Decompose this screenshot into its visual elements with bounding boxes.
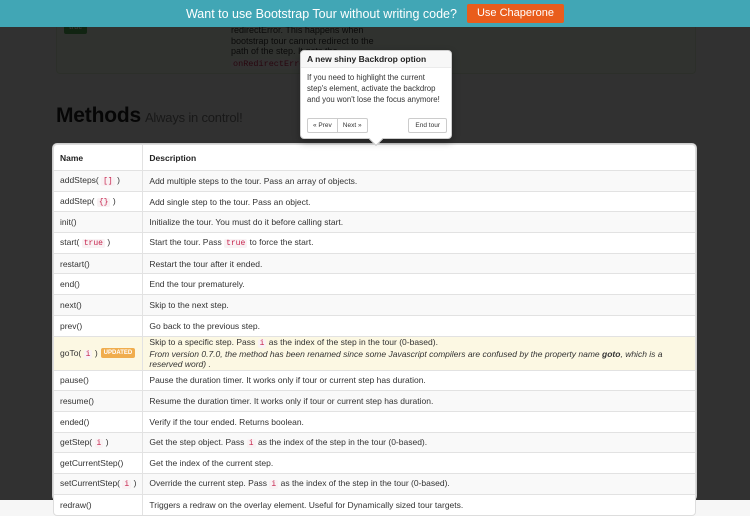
method-name-close: ) bbox=[107, 237, 111, 248]
method-description: Verify if the tour ended. Returns boolean. bbox=[149, 416, 304, 427]
table-row bbox=[54, 337, 695, 371]
method-arg-code: i bbox=[124, 480, 130, 490]
description-code: true bbox=[226, 239, 246, 249]
method-description: Skip to the next step. bbox=[149, 299, 229, 310]
method-name-cell bbox=[54, 495, 143, 516]
method-description-cell bbox=[143, 412, 695, 433]
method-description: Resume the duration timer. It works only if tour or current step has duration. bbox=[149, 396, 434, 407]
method-name-cell bbox=[54, 337, 143, 371]
tour-popover bbox=[300, 50, 452, 139]
method-description: Skip to a specific step. Pass bbox=[149, 337, 256, 347]
method-description-rest: as the index of the step in the tour (0-based). bbox=[280, 478, 450, 489]
method-description-cell bbox=[143, 295, 695, 316]
method-description: Add single step to the tour. Pass an object. bbox=[149, 196, 311, 207]
table-row bbox=[54, 171, 695, 192]
table-row bbox=[54, 371, 695, 392]
table-row bbox=[54, 453, 695, 474]
table-row bbox=[54, 433, 695, 454]
table-row bbox=[54, 495, 695, 516]
end-tour-button[interactable]: End tour bbox=[408, 118, 447, 133]
method-name: next() bbox=[60, 299, 82, 310]
table-row bbox=[54, 474, 695, 495]
method-name-cell bbox=[54, 391, 143, 412]
method-arg-code: i bbox=[96, 438, 102, 448]
note-text: From version 0.7.0, the method has been renamed since some Javascript compilers are confused by the property name bbox=[149, 349, 600, 359]
popover-navigation bbox=[307, 118, 447, 133]
method-description: Get the index of the current step. bbox=[149, 458, 274, 469]
method-description: Override the current step. Pass bbox=[149, 478, 268, 489]
method-name-close: ) bbox=[105, 436, 109, 447]
method-name-cell bbox=[54, 371, 143, 392]
method-name-cell bbox=[54, 274, 143, 295]
method-description-cell bbox=[143, 212, 695, 233]
table-row bbox=[54, 254, 695, 275]
column-header-description: Description bbox=[143, 145, 695, 171]
method-arg-code: [] bbox=[103, 177, 113, 187]
table-row bbox=[54, 233, 695, 254]
method-description: Initialize the tour. You must do it before calling start. bbox=[149, 217, 344, 228]
method-name: end() bbox=[60, 279, 80, 290]
method-name: resume() bbox=[60, 396, 95, 407]
method-name-cell bbox=[54, 254, 143, 275]
column-header-name: Name bbox=[54, 145, 143, 171]
top-banner bbox=[0, 0, 750, 27]
note-bold-term: goto bbox=[602, 349, 621, 359]
method-name: start( bbox=[60, 237, 80, 248]
method-description-cell bbox=[143, 474, 695, 495]
method-name-cell bbox=[54, 412, 143, 433]
method-description-cell bbox=[143, 453, 695, 474]
method-name: getCurrentStep() bbox=[60, 458, 124, 469]
method-name: prev() bbox=[60, 320, 83, 331]
method-name: restart() bbox=[60, 258, 90, 269]
method-name: addSteps( bbox=[60, 175, 99, 186]
method-description-cell bbox=[143, 192, 695, 213]
table-row bbox=[54, 295, 695, 316]
method-name: init() bbox=[60, 217, 77, 228]
method-description-cell bbox=[143, 337, 695, 371]
method-description: Add multiple steps to the tour. Pass an array of objects. bbox=[149, 175, 358, 186]
method-arg-code: i bbox=[85, 349, 91, 359]
prev-next-group bbox=[307, 118, 368, 133]
highlighted-element bbox=[53, 144, 696, 510]
description-code: i bbox=[271, 480, 277, 490]
method-name-cell bbox=[54, 171, 143, 192]
method-description: Get the step object. Pass bbox=[149, 436, 245, 447]
method-name-cell bbox=[54, 453, 143, 474]
method-name: goTo( bbox=[60, 347, 82, 358]
table-row bbox=[54, 274, 695, 295]
method-name: pause() bbox=[60, 375, 89, 386]
method-name-cell bbox=[54, 192, 143, 213]
table-row bbox=[54, 412, 695, 433]
methods-table-body bbox=[54, 171, 695, 515]
table-row bbox=[54, 316, 695, 337]
method-name-cell bbox=[54, 233, 143, 254]
method-description-cell bbox=[143, 371, 695, 392]
method-note bbox=[149, 349, 689, 369]
method-description: Start the tour. Pass bbox=[149, 237, 222, 248]
method-name: addStep( bbox=[60, 196, 95, 207]
method-name: setCurrentStep( bbox=[60, 478, 120, 489]
banner-text: Want to use Bootstrap Tour without writing code? bbox=[185, 6, 457, 21]
method-name-cell bbox=[54, 433, 143, 454]
description-code: i bbox=[259, 339, 265, 348]
method-name-cell bbox=[54, 295, 143, 316]
method-arg-code: true bbox=[83, 239, 103, 249]
popover-content: If you need to highlight the current step's element, activate the backdrop and you won't lose the focus anymore! bbox=[307, 73, 440, 104]
method-description-cell bbox=[143, 254, 695, 275]
table-row bbox=[54, 212, 695, 233]
popover-title: A new shiny Backdrop option bbox=[301, 51, 451, 68]
description-code: i bbox=[248, 438, 254, 448]
method-description-cell bbox=[143, 171, 695, 192]
method-description-cell bbox=[143, 274, 695, 295]
use-chaperone-button[interactable]: Use Chaperone bbox=[467, 4, 564, 23]
method-name-close: ) bbox=[133, 478, 137, 489]
method-name-cell bbox=[54, 474, 143, 495]
method-name-cell bbox=[54, 212, 143, 233]
method-arg-code: {} bbox=[98, 198, 109, 208]
method-name: ended() bbox=[60, 416, 90, 427]
method-description-cell bbox=[143, 433, 695, 454]
method-description: Pause the duration timer. It works only if tour or current step has duration. bbox=[149, 375, 426, 386]
method-description-cell bbox=[143, 233, 695, 254]
method-description-cell bbox=[143, 391, 695, 412]
prev-button[interactable]: « Prev bbox=[307, 118, 338, 133]
method-description: Restart the tour after it ended. bbox=[149, 258, 263, 269]
next-button[interactable]: Next » bbox=[338, 118, 368, 133]
method-description-rest: as the index of the step in the tour (0-based). bbox=[268, 337, 438, 347]
method-description: End the tour prematurely. bbox=[149, 279, 245, 290]
method-name: redraw() bbox=[60, 499, 92, 510]
table-header-row bbox=[54, 145, 695, 171]
methods-table bbox=[53, 144, 696, 516]
note-text-end: , which is a reserved word) . bbox=[149, 349, 663, 369]
method-description-cell bbox=[143, 495, 695, 516]
method-description-rest: as the index of the step in the tour (0-based). bbox=[257, 436, 428, 447]
table-row bbox=[54, 192, 695, 213]
table-row bbox=[54, 391, 695, 412]
method-description-rest: to force the start. bbox=[249, 237, 314, 248]
method-name-close: ) bbox=[112, 196, 116, 207]
updated-badge: UPDATED bbox=[101, 348, 136, 358]
method-description-cell bbox=[143, 316, 695, 337]
method-name-cell bbox=[54, 316, 143, 337]
method-name-close: ) bbox=[94, 347, 98, 358]
method-name: getStep( bbox=[60, 436, 93, 447]
method-description: Go back to the previous step. bbox=[149, 320, 260, 331]
method-name-close: ) bbox=[117, 175, 120, 186]
method-description: Triggers a redraw on the overlay element. Useful for Dynamically sized tour targets. bbox=[149, 499, 464, 510]
